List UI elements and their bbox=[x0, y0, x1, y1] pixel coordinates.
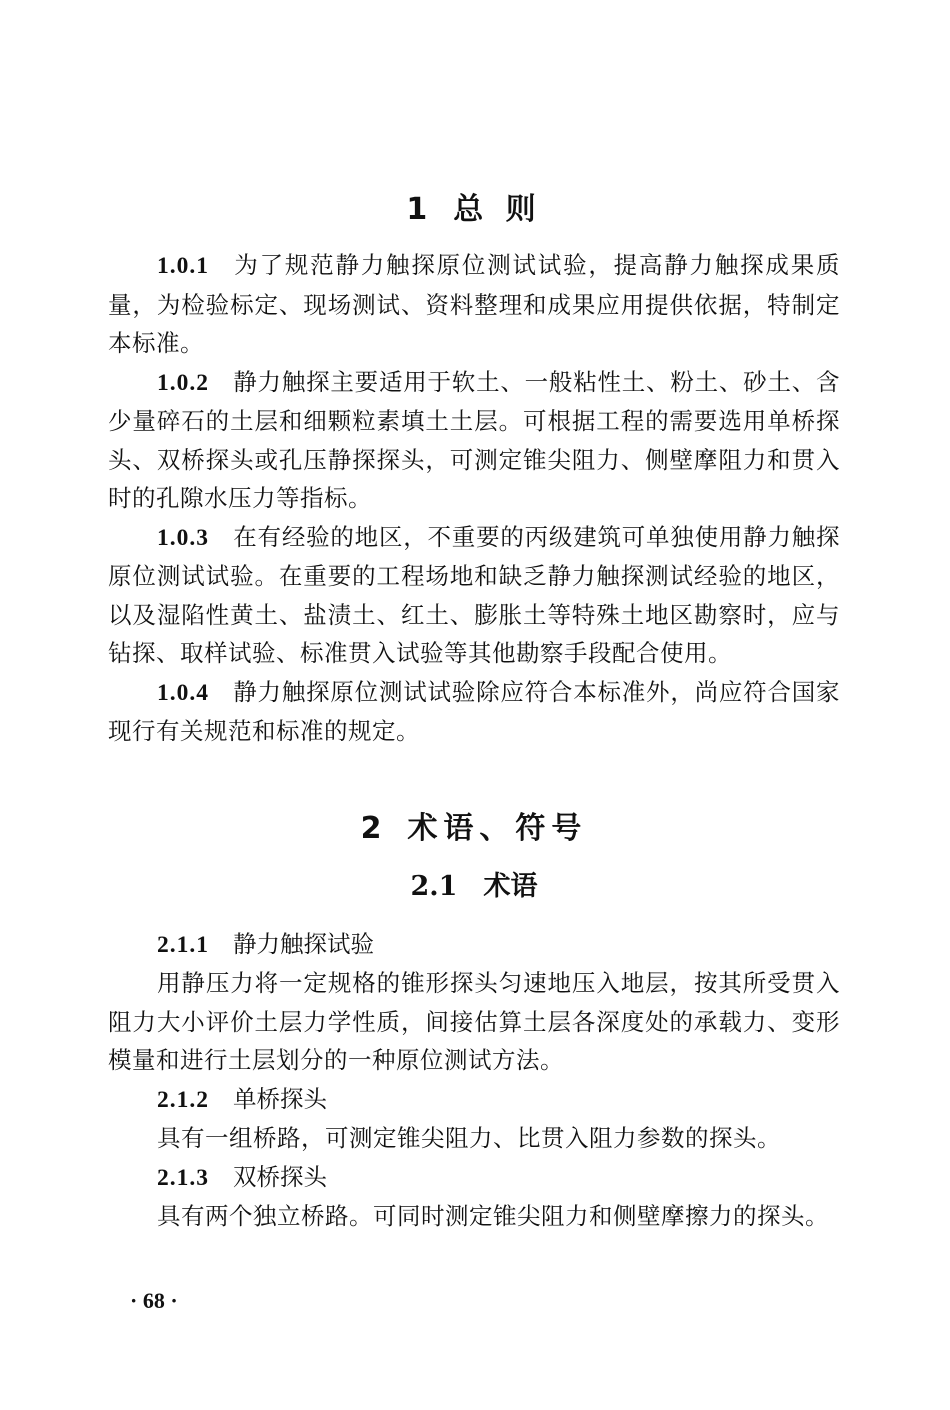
section-title-text: 术语 bbox=[483, 870, 538, 902]
term-2-1-3-definition: 具有两个独立桥路。可同时测定锥尖阻力和侧壁摩擦力的探头。 bbox=[157, 1202, 829, 1230]
term-number: 2.1.3 bbox=[157, 1164, 209, 1191]
clause-text: 为了规范静力触探原位测试试验，提高静力触探成果质量，为检验标定、现场测试、资料整理和成果应用提供依据，特制定本标准。 bbox=[108, 251, 840, 357]
term-2-1-1-definition: 用静压力将一定规格的锥形探头匀速地压入地层，按其所受贯入阻力大小评价土层力学性质，间接估算土层各深度处的承载力、变形模量和进行土层划分的一种原位测试方法。 bbox=[108, 969, 840, 1074]
term-name: 静力触探试验 bbox=[233, 929, 374, 958]
clause-number: 1.0.1 bbox=[157, 253, 209, 279]
section-number: 2.1 bbox=[410, 870, 458, 902]
chapter-2-title-text: 术语、符号 bbox=[407, 810, 588, 846]
term-2-1-3-heading bbox=[108, 1158, 840, 1198]
chapter-2-number: 2 bbox=[360, 810, 388, 846]
term-2-1-2-heading bbox=[108, 1080, 840, 1120]
clause-number: 1.0.3 bbox=[157, 524, 209, 551]
chapter-1-title bbox=[108, 188, 840, 232]
term-number: 2.1.2 bbox=[157, 1086, 209, 1113]
term-2-1-2-definition: 具有一组桥路，可测定锥尖阻力、比贯入阻力参数的探头。 bbox=[157, 1124, 781, 1152]
clause-text: 静力触探原位测试试验除应符合本标准外，尚应符合国家现行有关规范和标准的规定。 bbox=[108, 677, 840, 745]
term-name: 双桥探头 bbox=[233, 1162, 327, 1191]
section-2-1-title bbox=[108, 865, 840, 909]
clause-1-0-3 bbox=[108, 518, 840, 673]
clause-text: 静力触探主要适用于软土、一般粘性土、粉土、砂土、含少量碎石的土层和细颗粒素填土土层。可根据工程的需要选用单桥探头、双桥探头或孔压静探探头，可测定锥尖阻力、侧壁摩阻力和贯入时的孔隙水压力等指标。 bbox=[108, 367, 840, 512]
clause-text: 在有经验的地区，不重要的丙级建筑可单独使用静力触探原位测试试验。在重要的工程场地和缺乏静力触探测试经验的地区，以及湿陷性黄土、盐渍土、红土、膨胀土等特殊土地区勘察时，应与钻探、取样试验、标准贯入试验等其他勘察手段配合使用。 bbox=[108, 522, 840, 667]
chapter-1-number: 1 bbox=[406, 192, 434, 227]
clause-number: 1.0.4 bbox=[157, 679, 209, 706]
clause-1-0-4 bbox=[108, 673, 840, 751]
chapter-1-title-text: 总 则 bbox=[453, 192, 542, 227]
clause-1-0-1 bbox=[108, 246, 840, 363]
chapter-2-title bbox=[108, 807, 840, 851]
clause-1-0-2 bbox=[108, 363, 840, 518]
term-number: 2.1.1 bbox=[157, 931, 209, 958]
page-number: · 68 · bbox=[130, 1288, 178, 1313]
page-body bbox=[108, 188, 840, 1236]
term-name: 单桥探头 bbox=[233, 1084, 327, 1113]
term-2-1-1-heading bbox=[108, 925, 840, 965]
clause-number: 1.0.2 bbox=[157, 369, 209, 396]
